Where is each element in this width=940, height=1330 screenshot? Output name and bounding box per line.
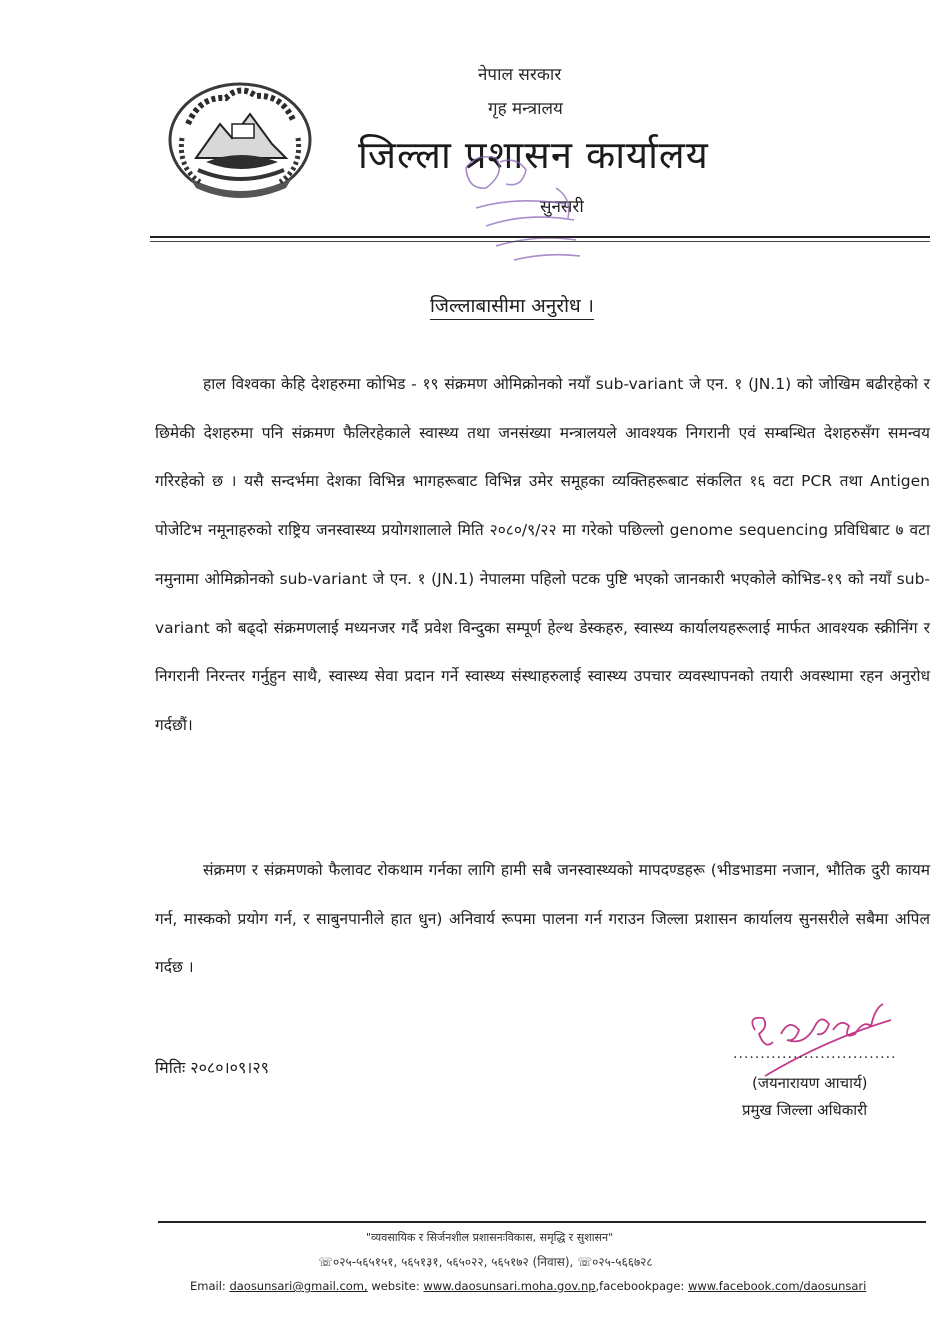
nepal-emblem-logo: [160, 78, 320, 208]
footer-contact-line: [190, 1279, 866, 1293]
footer-phone-numbers: ☏०२५-५६५१५१, ५६५१३१, ५६५०२२, ५६५१७२ (निवास), ☏०२५-५६६७२८: [318, 1255, 653, 1269]
website-link[interactable]: www.daosunsari.moha.gov.np: [423, 1279, 596, 1293]
office-title: जिल्ला प्रशासन कार्यालय: [358, 133, 709, 177]
email-label: Email:: [190, 1279, 230, 1293]
header-divider-thin: [150, 241, 930, 242]
header-divider: [150, 236, 930, 238]
signature-line: ..............................: [733, 1046, 897, 1062]
signatory-title: प्रमुख जिल्ला अधिकारी: [742, 1101, 868, 1119]
email-link[interactable]: daosunsari@gmail.com,: [229, 1279, 368, 1293]
subject-heading: जिल्लाबासीमा अनुरोध ।: [430, 292, 594, 320]
facebook-label: ,facebookpage:: [595, 1279, 688, 1293]
district-name: सुनसरी: [540, 197, 584, 217]
handwritten-signature: [725, 990, 895, 1080]
government-name: नेपाल सरकार: [478, 65, 562, 85]
office-stamp: [456, 148, 591, 273]
body-paragraph-2: संक्रमण र संक्रमणको फैलावट रोकथाम गर्नका लागि हामी सबै जनस्वास्थ्यको मापदण्डहरू (भीडभाडमा नजान, भौतिक दुरी कायम गर्न, मास्कको प्रयोग गर्न, र साबुनपानीले हात धुन) अनिवार्य रूपमा पालना गर्न गराउन जिल्ला प्रशासन कार्यालय सुनसरीले सबैमा अपिल गर्दछ ।: [155, 861, 930, 977]
letter-date: मितिः २०८०।०९।२९: [155, 1058, 269, 1077]
website-label: website:: [367, 1279, 424, 1293]
footer-divider: [158, 1221, 926, 1223]
signatory-name: (जयनारायण आचार्य): [752, 1074, 868, 1092]
body-paragraph-1: हाल विश्वका केहि देशहरुमा कोभिड - १९ संक्रमण ओमिक्रोनको नयाँ sub-variant जे एन. १ (JN.1) को जोखिम बढीरहेको र छिमेकी देशहरुमा पनि संक्रमण फैलिरहेकाले स्वास्थ्य तथा जनसंख्या मन्त्रालयले आवश्यक निगरानी एवं सम्बन्धित देशहरुसँग समन्वय गरिरहेको छ । यसै सन्दर्भमा देशका विभिन्न भागहरूबाट विभिन्न उमेर समूहका व्यक्तिहरूबाट संकलित १६ वटा PCR तथा Antigen पोजेटिभ नमूनाहरुको राष्ट्रिय जनस्वास्थ्य प्रयोगशालाले मिति २०८०/९/२२ मा गरेको पछिल्लो genome sequencing प्रविधिबाट ७ वटा नमुनामा ओमिक्रोनको sub-variant जे एन. १ (JN.1) नेपालमा पहिलो पटक पुष्टि भएको जानकारी भएकोले कोभिड-१९ को नयाँ sub-variant को बढ्दो संक्रमणलाई मध्यनजर गर्दै प्रवेश विन्दुका सम्पूर्ण हेल्थ डेस्कहरु, स्वास्थ्य कार्यालयहरूलाई मार्फत आवश्यक स्क्रीनिंग र निगरानी निरन्तर गर्नुहुन साथै, स्वास्थ्य सेवा प्रदान गर्ने स्वास्थ्य संस्थाहरुलाई स्वास्थ्य उपचार व्यवस्थापनको तयारी अवस्थामा रहन अनुरोध गर्दछौं।: [155, 375, 930, 734]
ministry-name: गृह मन्त्रालय: [488, 99, 563, 119]
footer-motto: "व्यवसायिक र सिर्जनशील प्रशासनःविकास, समृद्धि र सुशासन": [366, 1231, 614, 1244]
facebook-link[interactable]: www.facebook.com/daosunsari: [687, 1279, 867, 1293]
